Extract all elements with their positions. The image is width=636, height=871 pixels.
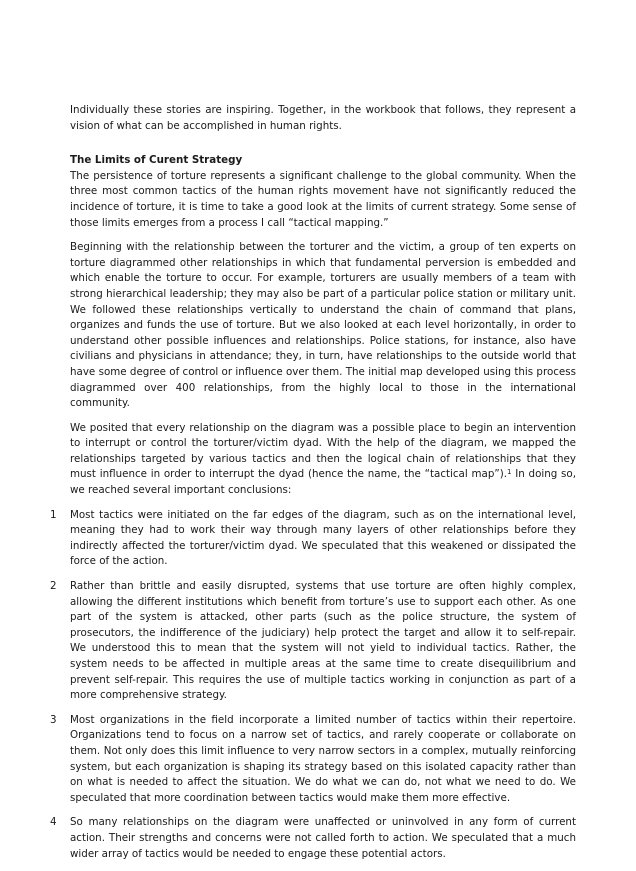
list-item-number: 4 [50, 816, 57, 829]
section-heading: The Limits of Curent Strategy [70, 154, 243, 167]
body-paragraph-text: We posited that every relationship on the diagram was a possible place to begin an intervention to interrupt or control the torturer/victim dyad. With the help of the diagram, we mapped the relationships targeted by various tactics and then the logical chain of relationships that they must influence in order to interrupt the dyad (hence the name, the “tactical map”). [70, 421, 576, 481]
document-page [50, 103, 576, 871]
body-paragraph: The persistence of torture represents a significant challenge to the global community. When the three most common tactics of the human rights movement have not significantly reduced the incidence of torture, it is time to take a good look at the limits of current strategy. Some sense of those limits emerges from a process I call “tactical mapping.” [70, 169, 576, 229]
list-item-text: Rather than brittle and easily disrupted, systems that use torture are often highly complex, allowing the different institutions which benefit from torture’s use to support each other. As one part of the system is attacked, other parts (such as the police structure, the system of prosecutors, the indifference of the judiciary) help protect the target and allow it to self-repair. We understood this to mean that the system will not yield to individual tactics. Rather, the system needs to be affected in multiple areas at the same time to create disequilibrium and prevent self-repair. This requires the use of multiple tactics working in conjunction as part of a more comprehensive strategy. [70, 580, 576, 702]
list-item [50, 815, 576, 862]
list-item-text: Most organizations in the field incorporate a limited number of tactics within their repertoire. Organizations tend to focus on a narrow set of tactics, and rarely cooperate or collaborate on them. Not only does this limit influence to very narrow sectors in a complex, mutually reinforcing system, but each organization is shaping its strategy based on this isolated capacity rather than on what is needed to affect the situation. We do what we can do, not what we need to do. We speculated that more coordination between tactics would make them more effective. [70, 713, 576, 804]
body-paragraph-tail: In doing so, we reached several important conclusions: [70, 468, 576, 497]
footnote-marker[interactable]: 1 [506, 468, 512, 477]
list-item [50, 508, 576, 570]
conclusions-list [50, 508, 576, 862]
list-item [50, 713, 576, 807]
list-item [50, 579, 576, 704]
body-paragraph: Beginning with the relationship between the torturer and the victim, a group of ten experts on torture diagrammed other relationships in which that fundamental perversion is embedded and which enable the torture to occur. For example, torturers are usually members of a team with strong hierarchical leadership; they may also be part of a particular police station or military unit. We followed these relationships vertically to understand the chain of command that plans, organizes and funds the use of torture. But we also looked at each level horizontally, in order to understand other possible influences and relationships. Police stations, for instance, also have civilians and physicians in attendance; they, in turn, have relationships to the outside world that have some degree of control or influence over them. The initial map developed using this process diagrammed over 400 relationships, from the highly local to those in the international community. [70, 241, 576, 410]
body-paragraph-with-footnote [70, 421, 576, 499]
list-item-number: 2 [50, 580, 57, 593]
list-item-text: Most tactics were initiated on the far edges of the diagram, such as on the international level, meaning they had to work their way through many layers of other relationships before they indirectly affected the torturer/victim dyad. We speculated that this weakened or dissipated the force of the action. [70, 508, 576, 568]
list-item-text: So many relationships on the diagram were unaffected or uninvolved in any form of current action. Their strengths and concerns were not called forth to action. We speculated that a much wider array of tactics would be needed to engage these potential actors. [70, 816, 576, 860]
list-item-number: 1 [50, 508, 57, 521]
intro-paragraph: Individually these stories are inspiring. Together, in the workbook that follows, they represent a vision of what can be accomplished in human rights. [70, 104, 576, 132]
list-item-number: 3 [50, 713, 57, 726]
